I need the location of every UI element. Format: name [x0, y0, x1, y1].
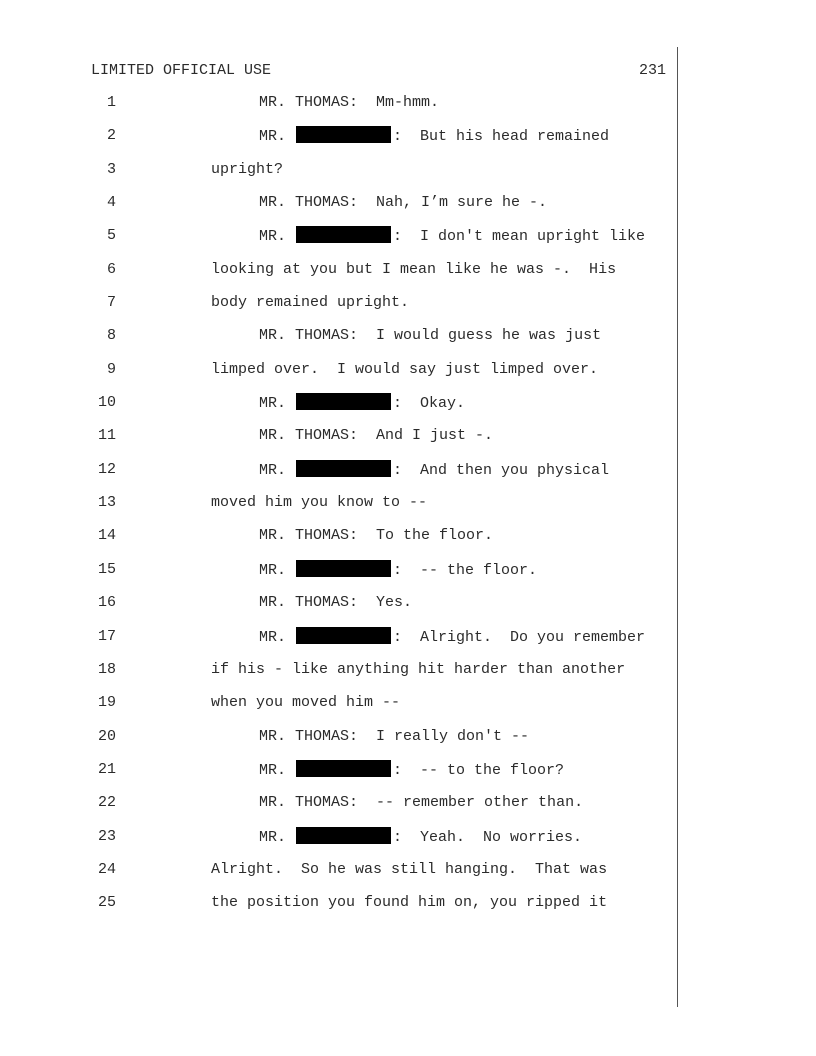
transcript-line [0, 760, 816, 793]
speaker-label: MR. THOMAS: [259, 94, 359, 111]
line-text: when you moved him -- [211, 694, 401, 712]
transcript-line [0, 860, 816, 893]
line-number: 1 [106, 94, 116, 111]
transcript-line [0, 827, 816, 860]
speaker-label: MR. [259, 761, 287, 779]
line-number: 18 [97, 660, 116, 678]
transcript-line [0, 93, 816, 126]
line-number: 20 [97, 727, 116, 745]
line-number: 15 [97, 560, 116, 578]
line-text: Mm-hmm. [358, 94, 440, 111]
speaker-label: MR. THOMAS: [259, 327, 359, 345]
speaker-label: MR. THOMAS: [259, 727, 359, 745]
transcript-line [0, 460, 816, 493]
speaker-label: MR. [259, 461, 287, 479]
speaker-line [259, 126, 609, 147]
transcript-line [0, 193, 816, 226]
speaker-line [259, 793, 583, 813]
line-text: : -- the floor. [393, 561, 538, 579]
speaker-line [259, 393, 465, 414]
line-text: : But his head remained [393, 128, 610, 146]
transcript-line [0, 260, 816, 293]
line-number: 4 [106, 194, 116, 212]
line-number: 9 [106, 360, 116, 378]
redaction-box [296, 393, 391, 410]
line-number: 6 [106, 260, 116, 278]
line-number: 7 [106, 294, 116, 312]
speaker-line [259, 93, 439, 113]
speaker-label: MR. THOMAS: [259, 427, 359, 445]
speaker-line [259, 426, 493, 446]
line-text: : Okay. [393, 395, 466, 413]
line-text: moved him you know to -- [211, 494, 428, 512]
speaker-line [259, 326, 601, 346]
transcript-line [0, 893, 816, 926]
speaker-label: MR. [259, 228, 287, 246]
line-text: : I don't mean upright like [393, 228, 646, 246]
line-number: 22 [97, 794, 116, 812]
line-text: limped over. I would say just limped over. [211, 360, 599, 378]
speaker-line [259, 193, 547, 213]
line-text: body remained upright. [211, 294, 410, 312]
transcript-line [0, 493, 816, 526]
line-text: looking at you but I mean like he was -. His [211, 260, 617, 278]
speaker-line [259, 526, 493, 546]
transcript-lines [0, 93, 816, 927]
transcript-line [0, 126, 816, 159]
line-number: 2 [106, 127, 116, 145]
transcript-line [0, 226, 816, 259]
speaker-line [259, 827, 582, 848]
line-text: I really don't -- [358, 727, 530, 745]
transcript-line [0, 693, 816, 726]
transcript-line [0, 360, 816, 393]
line-text: Yes. [358, 594, 413, 612]
redaction-box [296, 460, 391, 477]
transcript-line [0, 393, 816, 426]
speaker-label: MR. [259, 561, 287, 579]
speaker-line [259, 627, 645, 648]
line-number: 24 [97, 860, 116, 878]
transcript-line [0, 426, 816, 459]
line-number: 17 [97, 627, 116, 645]
transcript-line [0, 593, 816, 626]
transcript-line [0, 526, 816, 559]
line-number: 13 [97, 494, 116, 512]
redaction-box [296, 627, 391, 644]
speaker-label: MR. THOMAS: [259, 194, 359, 212]
line-text: the position you found him on, you ripped it [211, 894, 608, 912]
transcript-line [0, 727, 816, 760]
line-text: upright? [211, 160, 284, 178]
speaker-label: MR. [259, 828, 287, 846]
speaker-line [259, 460, 609, 481]
line-number: 16 [97, 594, 116, 612]
line-text: Alright. So he was still hanging. That was [211, 860, 608, 878]
redaction-box [296, 126, 391, 143]
transcript-line [0, 627, 816, 660]
transcript-line [0, 326, 816, 359]
line-text: Nah, I’m sure he -. [358, 194, 548, 212]
line-text: And I just -. [358, 427, 494, 445]
speaker-label: MR. [259, 395, 287, 413]
line-number: 19 [97, 694, 116, 712]
line-text: : And then you physical [393, 461, 610, 479]
speaker-label: MR. THOMAS: [259, 527, 359, 545]
transcript-line [0, 793, 816, 826]
line-number: 3 [106, 160, 116, 178]
speaker-line [259, 560, 537, 581]
speaker-line [259, 226, 645, 247]
transcript-line [0, 293, 816, 326]
redaction-box [296, 560, 391, 577]
speaker-label: MR. [259, 628, 287, 646]
page-number: 231 [638, 62, 666, 79]
redaction-box [296, 827, 391, 844]
line-text: To the floor. [358, 527, 494, 545]
line-number: 14 [97, 527, 116, 545]
redaction-box [296, 760, 391, 777]
line-number: 5 [106, 227, 116, 245]
line-text: I would guess he was just [358, 327, 602, 345]
line-number: 21 [97, 760, 116, 778]
speaker-label: MR. THOMAS: [259, 594, 359, 612]
classification-header: LIMITED OFFICIAL USE [91, 62, 272, 79]
line-text: if his - like anything hit harder than another [211, 660, 626, 678]
line-text: : -- to the floor? [393, 761, 565, 779]
line-number: 12 [97, 460, 116, 478]
speaker-line [259, 760, 564, 781]
line-number: 8 [106, 327, 116, 345]
transcript-line [0, 560, 816, 593]
line-number: 23 [97, 827, 116, 845]
line-text: : Alright. Do you remember [393, 628, 646, 646]
speaker-line [259, 727, 529, 747]
line-number: 11 [97, 427, 116, 445]
speaker-line [259, 593, 412, 613]
transcript-line [0, 660, 816, 693]
line-text: : Yeah. No worries. [393, 828, 583, 846]
transcript-line [0, 160, 816, 193]
redaction-box [296, 226, 391, 243]
line-text: -- remember other than. [358, 794, 584, 812]
line-number: 10 [97, 394, 116, 412]
speaker-label: MR. [259, 128, 287, 146]
speaker-label: MR. THOMAS: [259, 794, 359, 812]
line-number: 25 [97, 894, 116, 912]
